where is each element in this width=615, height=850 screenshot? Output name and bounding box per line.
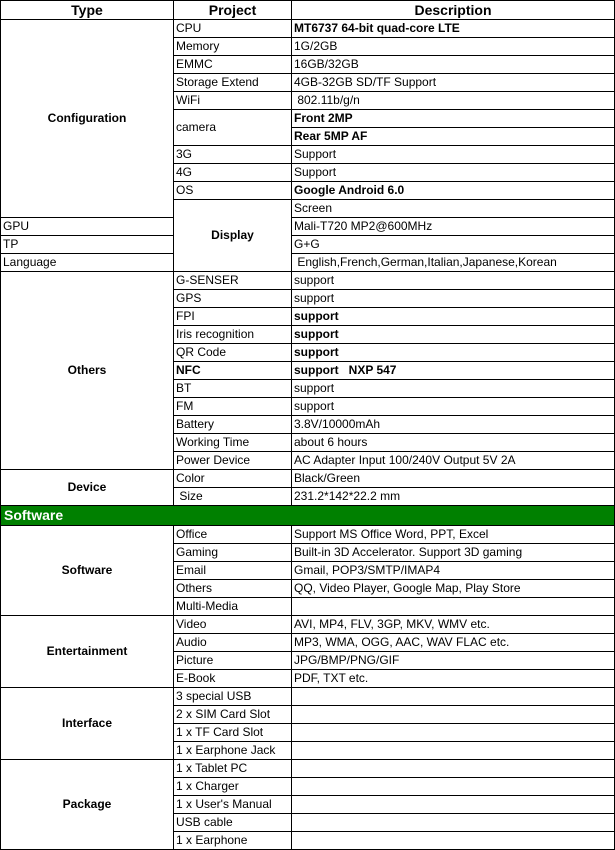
- project-cell: 1 x Charger: [174, 778, 292, 796]
- description-cell: Google Android 6.0: [292, 182, 615, 200]
- description-cell: support: [292, 380, 615, 398]
- project-cell: Video: [174, 616, 292, 634]
- project-cell: Working Time: [174, 434, 292, 452]
- project-cell: Color: [174, 470, 292, 488]
- description-cell: [292, 688, 615, 706]
- description-cell: [292, 598, 615, 616]
- description-cell: Support: [292, 146, 615, 164]
- project-cell: GPU: [1, 218, 174, 236]
- description-cell: Built-in 3D Accelerator. Support 3D gaming: [292, 544, 615, 562]
- table-row: [1, 272, 615, 290]
- project-cell: WiFi: [174, 92, 292, 110]
- project-cell: GPS: [174, 290, 292, 308]
- description-cell: MP3, WMA, OGG, AAC, WAV FLAC etc.: [292, 634, 615, 652]
- project-cell: OS: [174, 182, 292, 200]
- project-cell: 3G: [174, 146, 292, 164]
- description-cell: MT6737 64-bit quad-core LTE: [292, 20, 615, 38]
- project-cell: NFC: [174, 362, 292, 380]
- project-cell: BT: [174, 380, 292, 398]
- section-software-title: Software: [1, 506, 615, 526]
- description-cell: support: [292, 398, 615, 416]
- header-description: Description: [292, 1, 615, 20]
- description-cell: [292, 706, 615, 724]
- project-cell: G-SENSER: [174, 272, 292, 290]
- group-display: Display: [174, 200, 292, 272]
- table-row: [1, 20, 615, 38]
- description-cell: [292, 778, 615, 796]
- description-cell: [292, 814, 615, 832]
- project-cell: CPU: [174, 20, 292, 38]
- description-cell: AVI, MP4, FLV, 3GP, MKV, WMV etc.: [292, 616, 615, 634]
- project-cell: 1 x Earphone: [174, 832, 292, 850]
- group-others: Others: [1, 272, 174, 470]
- table-row: [1, 470, 615, 488]
- group-entertainment: Entertainment: [1, 616, 174, 688]
- project-cell: FM: [174, 398, 292, 416]
- header-row: [1, 1, 615, 20]
- project-cell: Multi-Media: [174, 598, 292, 616]
- table-row: [1, 218, 615, 236]
- description-cell: 231.2*142*22.2 mm: [292, 488, 615, 506]
- project-cell: Others: [174, 580, 292, 598]
- project-cell: Audio: [174, 634, 292, 652]
- description-cell: Black/Green: [292, 470, 615, 488]
- project-cell: Picture: [174, 652, 292, 670]
- project-cell: 1 x TF Card Slot: [174, 724, 292, 742]
- description-cell: [292, 760, 615, 778]
- description-cell: Support MS Office Word, PPT, Excel: [292, 526, 615, 544]
- project-cell: 1 x Earphone Jack: [174, 742, 292, 760]
- description-cell: JPG/BMP/PNG/GIF: [292, 652, 615, 670]
- project-cell: Screen: [292, 200, 615, 218]
- description-cell: Support: [292, 164, 615, 182]
- table-row: [1, 688, 615, 706]
- project-cell: EMMC: [174, 56, 292, 74]
- description-cell: about 6 hours: [292, 434, 615, 452]
- project-cell: Memory: [174, 38, 292, 56]
- description-cell: 3.8V/10000mAh: [292, 416, 615, 434]
- group-configuration: Configuration: [1, 20, 174, 218]
- project-cell: QR Code: [174, 344, 292, 362]
- table-row: [1, 526, 615, 544]
- description-cell: 16GB/32GB: [292, 56, 615, 74]
- table-row: [1, 254, 615, 272]
- project-cell: Battery: [174, 416, 292, 434]
- project-cell: Storage Extend: [174, 74, 292, 92]
- description-cell: [292, 724, 615, 742]
- project-cell: E-Book: [174, 670, 292, 688]
- group-device: Device: [1, 470, 174, 506]
- description-cell: [292, 742, 615, 760]
- description-cell: support: [292, 326, 615, 344]
- table-row: [1, 760, 615, 778]
- project-cell: Iris recognition: [174, 326, 292, 344]
- table-row: [1, 236, 615, 254]
- description-cell: support: [292, 344, 615, 362]
- description-cell: 4GB-32GB SD/TF Support: [292, 74, 615, 92]
- project-cell: Office: [174, 526, 292, 544]
- description-cell: support: [292, 272, 615, 290]
- project-cell: 3 special USB: [174, 688, 292, 706]
- project-cell: Email: [174, 562, 292, 580]
- description-cell: Rear 5MP AF: [292, 128, 615, 146]
- description-cell: Front 2MP: [292, 110, 615, 128]
- description-cell: Mali-T720 MP2@600MHz: [292, 218, 615, 236]
- description-cell: support NXP 547: [292, 362, 615, 380]
- description-cell: [292, 796, 615, 814]
- project-cell: FPI: [174, 308, 292, 326]
- group-interface: Interface: [1, 688, 174, 760]
- section-software-row: [1, 506, 615, 526]
- description-cell: support: [292, 290, 615, 308]
- description-cell: QQ, Video Player, Google Map, Play Store: [292, 580, 615, 598]
- project-cell: 1 x User's Manual: [174, 796, 292, 814]
- header-project: Project: [174, 1, 292, 20]
- project-cell: camera: [174, 110, 292, 146]
- project-cell: 1 x Tablet PC: [174, 760, 292, 778]
- table-row: [1, 616, 615, 634]
- project-cell: Size: [174, 488, 292, 506]
- description-cell: Gmail, POP3/SMTP/IMAP4: [292, 562, 615, 580]
- group-package: Package: [1, 760, 174, 850]
- project-cell: USB cable: [174, 814, 292, 832]
- description-cell: English,French,German,Italian,Japanese,Korean: [292, 254, 615, 272]
- description-cell: support: [292, 308, 615, 326]
- description-cell: G+G: [292, 236, 615, 254]
- description-cell: [292, 832, 615, 850]
- header-type: Type: [1, 1, 174, 20]
- project-cell: Language: [1, 254, 174, 272]
- description-cell: 1G/2GB: [292, 38, 615, 56]
- description-cell: 802.11b/g/n: [292, 92, 615, 110]
- project-cell: TP: [1, 236, 174, 254]
- project-cell: 2 x SIM Card Slot: [174, 706, 292, 724]
- description-cell: PDF, TXT etc.: [292, 670, 615, 688]
- group-software: Software: [1, 526, 174, 616]
- project-cell: Gaming: [174, 544, 292, 562]
- project-cell: Power Device: [174, 452, 292, 470]
- project-cell: 4G: [174, 164, 292, 182]
- description-cell: AC Adapter Input 100/240V Output 5V 2A: [292, 452, 615, 470]
